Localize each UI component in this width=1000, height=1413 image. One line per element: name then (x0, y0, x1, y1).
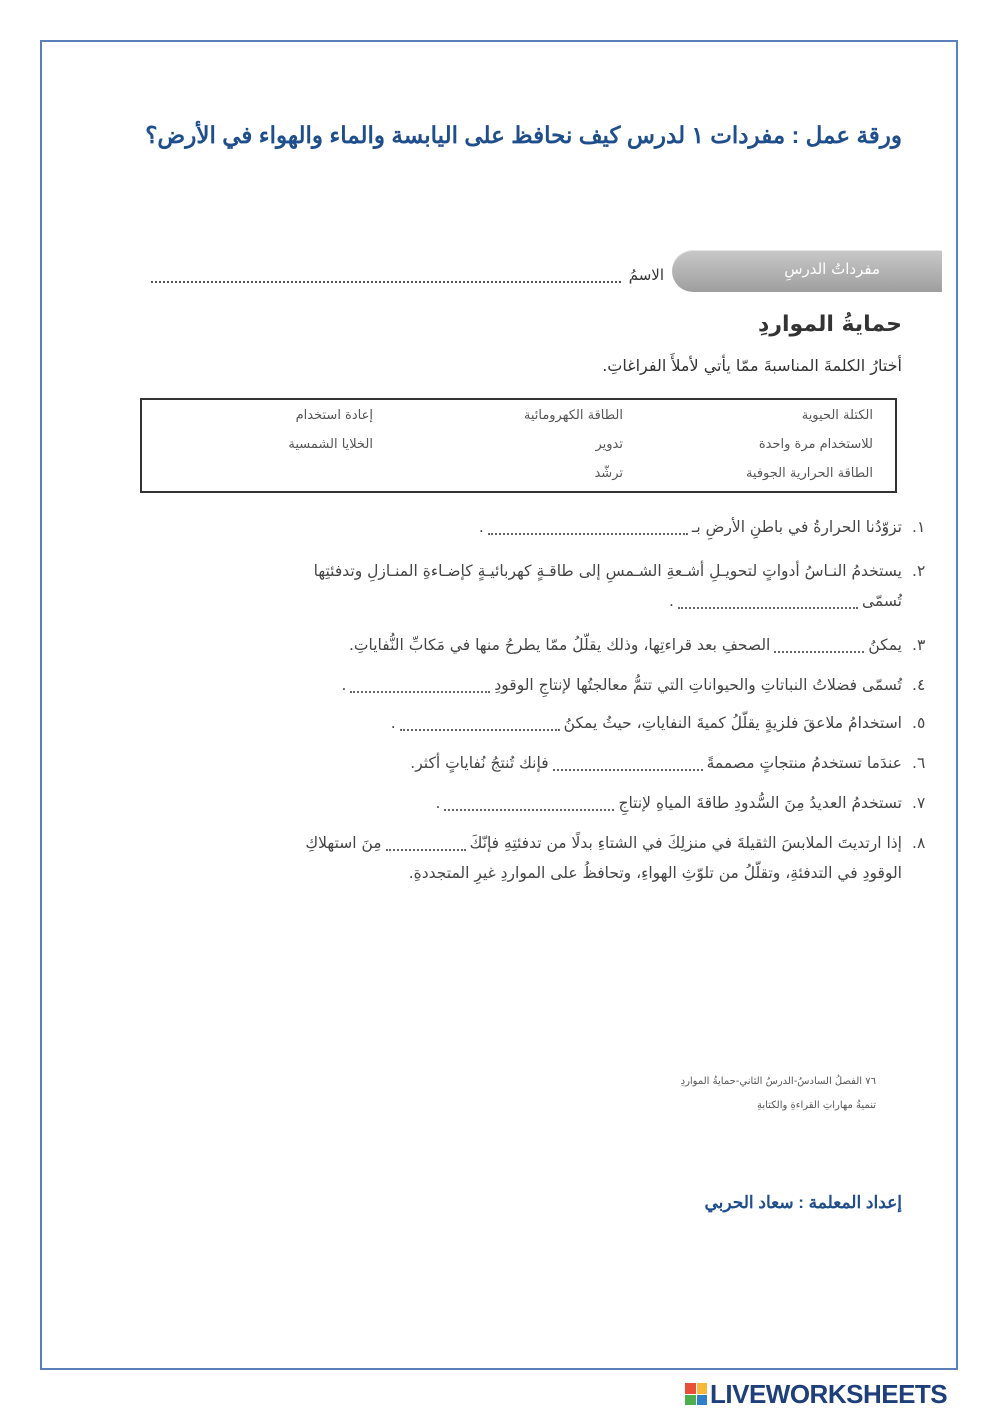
question-text: إذا ارتديتَ الملابسَ الثقيلةَ في منزلِكَ في الشتاءِ بدلًا من تدفئتِهِ فإنّكَ (469, 834, 902, 852)
answer-blank[interactable] (678, 595, 858, 609)
question-number: ٥. (912, 714, 926, 732)
word-bank (140, 398, 897, 493)
question-number: ١. (912, 518, 926, 536)
question-7 (162, 788, 926, 818)
question-1 (162, 512, 926, 542)
question-text-end: . (435, 794, 441, 812)
question-text-end: فإنك تُنتجُ نُفاياتٍ أكثر. (410, 754, 549, 772)
name-label: الاسمُ (628, 266, 664, 284)
question-text: يمكنُ (868, 636, 902, 654)
answer-blank[interactable] (553, 757, 703, 771)
lesson-tab-label: مفرداتُ الدرسِ (784, 260, 880, 278)
answer-blank[interactable] (444, 797, 614, 811)
question-6 (162, 748, 926, 778)
word-bank-item: للاستخدام مرة واحدة (758, 437, 873, 452)
lesson-vocabulary-tab (672, 250, 942, 292)
question-text-end: الصحفِ بعد قراءتِها، وذلك يقلّلُ ممّا يطرحُ منها في مَكابِّ النُّفاياتِ. (348, 636, 771, 654)
question-text-end: . (478, 518, 484, 536)
word-bank-item: إعادة استخدام (295, 408, 373, 423)
question-8 (162, 828, 926, 888)
name-blank[interactable] (151, 269, 621, 283)
question-text: تُسمّى فضلاتُ النباتاتِ والحيواناتِ التي تتمُّ معالجتُها لإنتاجِ الوقودِ (494, 676, 902, 694)
word-bank-item: ترشّد (594, 466, 623, 481)
name-field[interactable] (114, 266, 664, 284)
question-text: تستخدمُ العديدُ مِنَ السُّدودِ طاقةَ المياهِ لإنتاجِ (618, 794, 902, 812)
word-bank-item: الطاقة الحرارية الجوفية (745, 466, 873, 481)
question-3 (162, 630, 926, 660)
footer-page-ref: ٧٦ الفصلُ السادسُ-الدرسُ الثاني-حمايةُ المواردِ (680, 1076, 876, 1087)
question-text-end: . (341, 676, 347, 694)
question-text-line2: تُسمّى (861, 592, 902, 610)
instruction-text: أختارُ الكلمةَ المناسبةَ ممّا يأتي لأملأَ الفراغاتِ. (602, 356, 902, 375)
question-number: ٧. (912, 794, 926, 812)
word-bank-item: الطاقة الكهرومائية (523, 408, 623, 423)
section-heading: حمايةُ المواردِ (758, 312, 902, 337)
answer-blank[interactable] (386, 837, 466, 851)
question-text: استخدامُ ملاعقَ فلزيةٍ يقلّلُ كميةَ النفاياتِ، حيثُ يمكنُ (563, 714, 902, 732)
author-credit: إعداد المعلمة : سعاد الحربي (704, 1193, 902, 1212)
question-number: ٢. (912, 562, 926, 580)
word-bank-item: الخلايا الشمسية (288, 437, 373, 452)
question-text: تزوّدُنا الحرارةُ في باطنِ الأرضِ بـ (691, 518, 902, 536)
footer-subtitle: تنميةُ مهاراتِ القراءةِ والكتابةِ (756, 1100, 876, 1111)
question-text-end: مِنَ استهلاكِ (305, 834, 382, 852)
question-2 (162, 556, 926, 616)
question-number: ٨. (912, 834, 926, 852)
answer-blank[interactable] (488, 521, 688, 535)
word-bank-item: تدوير (595, 437, 623, 452)
liveworksheets-brand (685, 1379, 947, 1409)
question-text-end: . (669, 592, 674, 610)
question-text-line2: الوقودِ في التدفئةِ، وتقلّلُ من تلوّثِ الهواءِ، وتحافظُ على المواردِ غيرِ المتجددةِ. (408, 864, 902, 882)
question-5 (162, 708, 926, 738)
question-text: يستخدمُ النـاسُ أدواتٍ لتحويـلِ أشـعةِ الشـمسِ إلى طاقـةٍ كهربائيـةٍ كإضـاءةِ المنـازلِ وتدفئتِها (313, 562, 902, 580)
question-number: ٣. (912, 636, 926, 654)
question-text-end: . (390, 714, 396, 732)
answer-blank[interactable] (350, 679, 490, 693)
worksheet-title: ورقة عمل : مفردات ١ لدرس كيف نحافظ على اليابسة والماء والهواء في الأرض؟ (145, 122, 902, 148)
question-number: ٦. (912, 754, 926, 772)
word-bank-item: الكتلة الحيوية (801, 408, 873, 423)
question-text: عندَما تستخدمُ منتجاتٍ مصممةً (706, 754, 902, 772)
page-border (40, 40, 958, 1370)
answer-blank[interactable] (400, 717, 560, 731)
brand-name: LIVEWORKSHEETS (710, 1378, 948, 1409)
question-number: ٤. (912, 676, 926, 694)
answer-blank[interactable] (774, 639, 864, 653)
question-4 (162, 670, 926, 700)
liveworksheets-logo-icon (685, 1383, 707, 1405)
